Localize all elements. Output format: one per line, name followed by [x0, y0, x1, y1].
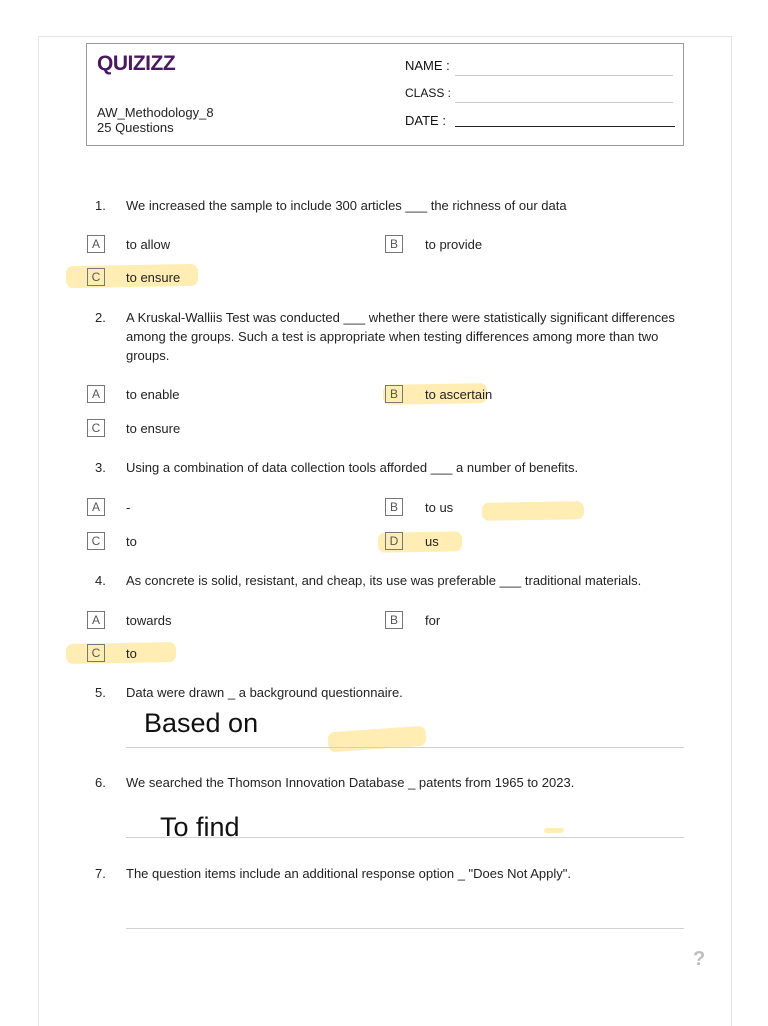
question-count: 25 Questions: [97, 120, 174, 135]
quiz-title: AW_Methodology_8: [97, 105, 214, 120]
option-text: to: [126, 534, 137, 549]
question-text: Data were drawn _ a background questionnaire.: [126, 685, 403, 700]
quizizz-logo: QUIZIZZ: [97, 52, 176, 75]
option-text: -: [126, 500, 131, 515]
option-text: towards: [126, 613, 172, 628]
option-letter-box[interactable]: C: [87, 268, 105, 286]
question-number: 5.: [95, 685, 106, 700]
option-letter-box[interactable]: B: [385, 611, 403, 629]
class-label: CLASS :: [405, 86, 452, 100]
date-line[interactable]: [455, 126, 675, 127]
handwritten-answer: Based on: [144, 708, 259, 738]
option-letter-box[interactable]: C: [87, 532, 105, 550]
option-letter-box[interactable]: C: [87, 419, 105, 437]
option-letter-box[interactable]: B: [385, 385, 403, 403]
help-icon[interactable]: ?: [693, 948, 706, 970]
highlight-mark: [544, 828, 564, 833]
question-text: We searched the Thomson Innovation Database _ patents from 1965 to 2023.: [126, 775, 575, 790]
option-text: to: [126, 646, 137, 661]
option-letter-box[interactable]: A: [87, 611, 105, 629]
option-text: to us: [425, 500, 454, 515]
option-text: to enable: [126, 387, 180, 402]
option-letter-box[interactable]: A: [87, 498, 105, 516]
option-text: to allow: [126, 237, 171, 252]
option-letter-box[interactable]: A: [87, 385, 105, 403]
question-number: 1.: [95, 198, 106, 213]
option-text: to ensure: [126, 270, 181, 285]
option-text: to provide: [425, 237, 483, 252]
option-letter-box[interactable]: B: [385, 498, 403, 516]
worksheet-header: [86, 43, 684, 146]
question-number: 2.: [95, 310, 106, 325]
option-letter-box[interactable]: C: [87, 644, 105, 662]
option-letter-box[interactable]: A: [87, 235, 105, 253]
name-label: NAME :: [405, 58, 450, 73]
highlight-mark: [482, 501, 584, 521]
answer-line[interactable]: [126, 747, 684, 748]
question-text: Using a combination of data collection tools afforded ___ a number of benefits.: [126, 460, 579, 475]
class-line[interactable]: [455, 102, 673, 103]
option-letter-box[interactable]: D: [385, 532, 403, 550]
question-text: We increased the sample to include 300 articles ___ the richness of our data: [126, 198, 567, 213]
answer-line[interactable]: [126, 928, 684, 929]
answer-line[interactable]: [126, 837, 684, 838]
question-number: 4.: [95, 573, 106, 588]
question-number: 7.: [95, 866, 106, 881]
option-text: us: [425, 534, 439, 549]
date-label: DATE :: [405, 113, 446, 128]
option-letter-box[interactable]: B: [385, 235, 403, 253]
highlight-mark: [66, 642, 176, 664]
option-text: to ascertain: [425, 387, 493, 402]
name-line[interactable]: [455, 75, 673, 76]
option-text: for: [425, 613, 441, 628]
question-number: 6.: [95, 775, 106, 790]
question-text: The question items include an additional response option _ "Does Not Apply".: [126, 866, 572, 881]
question-text: A Kruskal-Walliis Test was conducted ___ whether there were statistically significant differences among the groups. Such a test is appropriate when testing differences among more than two groups.: [126, 310, 675, 363]
question-text: As concrete is solid, resistant, and cheap, its use was preferable ___ traditional materials.: [126, 573, 642, 588]
option-text: to ensure: [126, 421, 181, 436]
question-number: 3.: [95, 460, 106, 475]
handwritten-answer: To find: [160, 812, 240, 842]
